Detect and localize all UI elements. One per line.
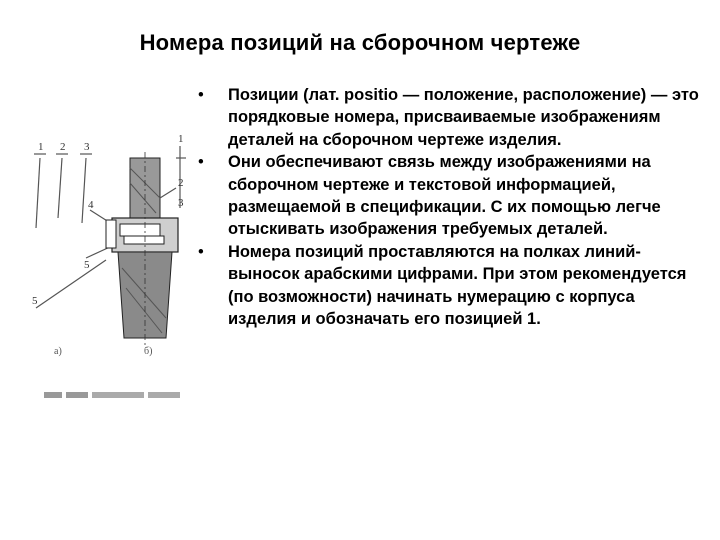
position-label: 2 (178, 177, 184, 189)
right-position-labels (178, 133, 184, 209)
position-label: 1 (38, 141, 44, 153)
section-drawing (106, 152, 178, 348)
position-label: 5 (84, 259, 90, 271)
bullet-item (196, 84, 706, 151)
position-label: 5 (32, 295, 38, 307)
position-label: 2 (60, 141, 66, 153)
position-label: 3 (178, 197, 184, 209)
position-label: 4 (88, 199, 94, 211)
bullet-text: Номера позиций проставляются на полках линий-выносок арабскими цифрами. При этом рекомендуется (по возможности) начинать нумерацию с корпуса изделия и обозначать его позицией 1. (228, 242, 687, 329)
bullet-list (196, 84, 706, 330)
figure-caption-scan (44, 388, 184, 402)
bullet-item (196, 241, 706, 331)
assembly-drawing-figure (26, 128, 198, 408)
subfigure-labels (54, 346, 152, 357)
leader-lines-left (34, 154, 112, 308)
bullet-dot: • (198, 86, 204, 104)
bullet-dot: • (198, 242, 204, 261)
bullet-item (196, 151, 706, 241)
subfigure-label-b: б) (144, 346, 153, 357)
subfigure-label-a: а) (54, 346, 62, 357)
bullet-text: Они обеспечивают связь между изображениями на сборочном чертеже и текстовой информацией, размещаемой в спецификации. С их помощью легче отыскивать изображения требуемых деталей. (228, 153, 661, 239)
position-label: 1 (178, 133, 184, 145)
left-position-labels (32, 141, 94, 307)
bullet-dot: • (198, 153, 204, 172)
position-label: 3 (84, 141, 90, 153)
slide-title: Номера позиций на сборочном чертеже (139, 30, 581, 55)
bullet-text: Позиции (лат. positio — положение, расположение) — это порядковые номера, присваиваемые изображениям деталей на сборочном чертеже изделия. (228, 86, 699, 149)
